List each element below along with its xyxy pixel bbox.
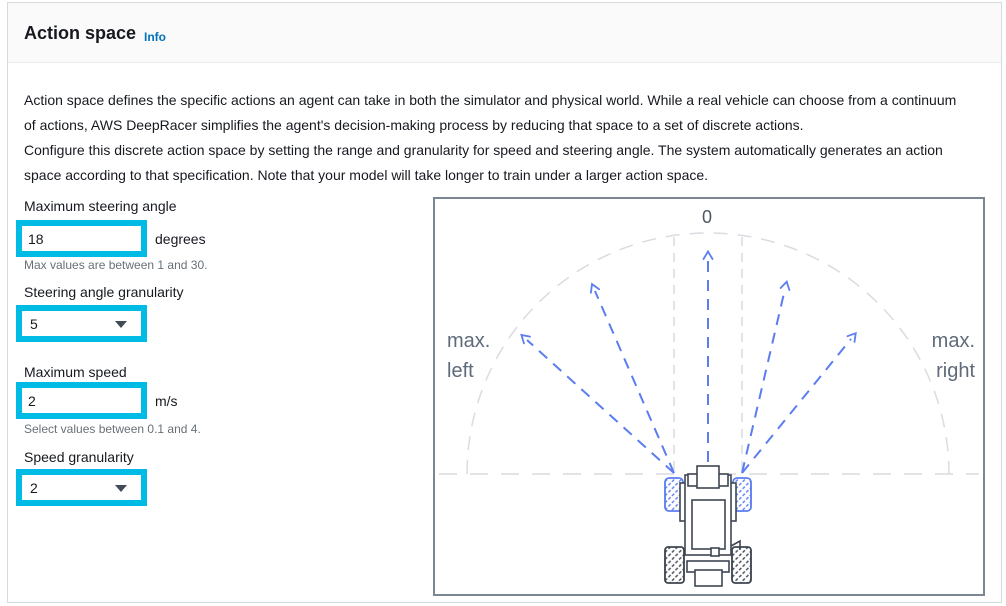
zero-angle-label: 0 [701,207,713,227]
max-steering-angle-highlight [16,220,147,257]
max-steering-angle-help: Max values are between 1 and 30. [24,258,208,272]
chevron-down-icon [115,485,127,492]
arrow-max-right [742,339,851,473]
description-paragraph-2 [24,138,986,188]
speed-granularity-highlight [16,469,147,506]
info-link[interactable]: Info [144,30,166,44]
arrow-inner-left [595,291,674,473]
arrow-inner-right [742,289,785,473]
max-speed-highlight [16,382,147,419]
rear-wheel-right [732,547,751,583]
max-right-label-line2: right [936,360,975,382]
car-cabin [692,500,725,549]
max-left-label-line1: max. [447,330,491,352]
steering-granularity-select[interactable] [22,311,141,336]
description-p2-line2: space according to that specification. Note that your model will take longer to train under a larger action space. [24,167,709,183]
panel-title: Action space [24,23,137,43]
steering-granularity-highlight [16,305,147,342]
steering-granularity-value: 5 [30,315,38,332]
max-left-label-line2: left [447,360,474,382]
action-space-diagram [433,197,985,596]
diagram-labels [447,207,975,382]
max-speed-help: Select values between 0.1 and 4. [24,422,201,436]
max-steering-angle-input[interactable] [22,226,141,251]
rear-wheel-left [665,547,684,583]
max-speed-label: Maximum speed [24,364,127,380]
description-p1-line1: Action space defines the specific actions an agent can take in both the simulator and physical world. While a real vehicle can choose from a continuum [24,92,957,108]
description-paragraph-1 [24,88,986,138]
degrees-unit-label: degrees [155,231,206,247]
steering-arrows [527,259,851,473]
car-top-view [665,466,751,586]
rear-bumper [695,570,722,586]
description-p2-line1: Configure this discrete action space by setting the range and granularity for speed and steering angle. The system automatically generates an action [24,142,943,158]
speed-unit-label: m/s [155,393,178,409]
front-bumper [697,466,719,488]
panel-header [8,3,1001,63]
speed-granularity-select[interactable] [22,475,141,500]
description-p1-line2: of actions, AWS DeepRacer simplifies the agent's decision-making process by reducing that space to a set of discrete actions. [24,117,804,133]
arrow-max-left [527,340,674,473]
max-speed-input[interactable] [22,388,141,413]
steering-diagram-svg [435,199,983,594]
max-right-label-line1: max. [931,330,975,352]
speed-granularity-value: 2 [30,479,38,496]
steering-granularity-label: Steering angle granularity [24,284,184,300]
action-space-panel [7,2,1002,603]
max-steering-angle-label: Maximum steering angle [24,198,177,214]
body-detail [711,548,719,556]
chevron-down-icon [115,321,127,328]
speed-granularity-label: Speed granularity [24,449,134,465]
